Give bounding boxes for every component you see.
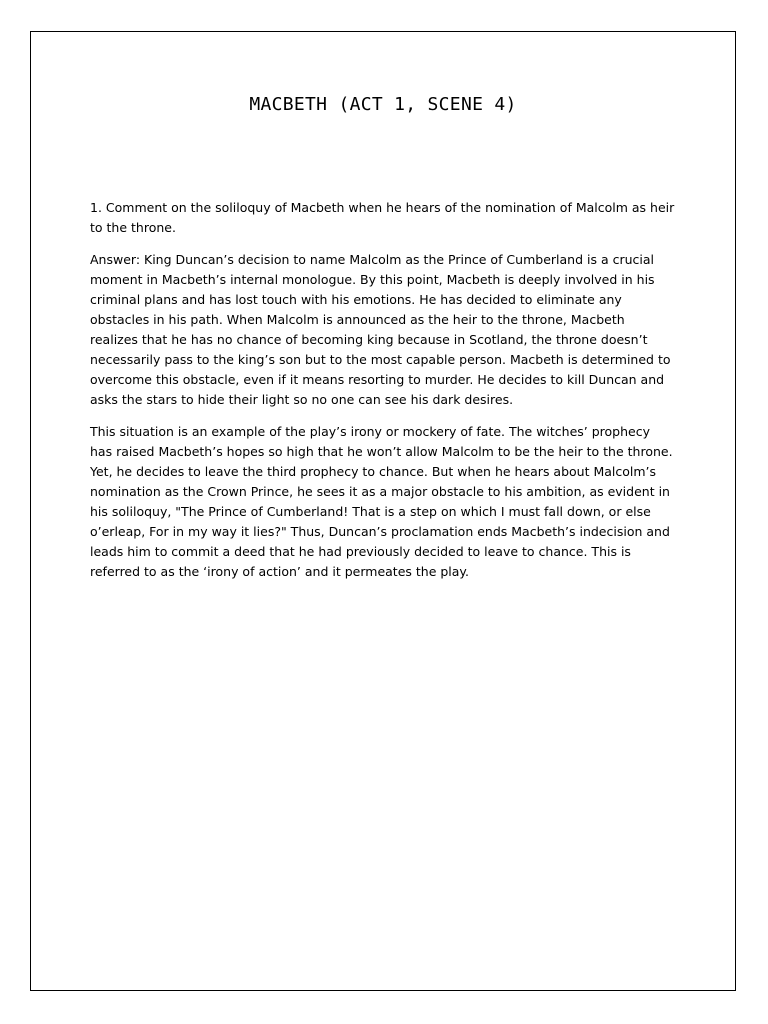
answer-paragraph: Answer: King Duncan’s decision to name Malcolm as the Prince of Cumberland is a crucial moment in Macbeth’s internal monologue. By this point, Macbeth is deeply involved in his criminal plans and has lost touch with his emotions. He has decided to eliminate any obstacles in his path. When Malcolm is announced as the heir to the throne, Macbeth realizes that he has no chance of becoming king because in Scotland, the throne doesn’t necessarily pass to the king’s son but to the most capable person. Macbeth is determined to overcome this obstacle, even if it means resorting to murder. He decides to kill Duncan and asks the stars to hide their light so no one can see his dark desires. <box>90 252 671 407</box>
question-paragraph: 1. Comment on the soliloquy of Macbeth when he hears of the nomination of Malcolm as heir to the throne. <box>90 200 675 235</box>
page-title: MACBETH (ACT 1, SCENE 4) <box>249 94 517 115</box>
document-page <box>30 31 736 991</box>
document-body <box>90 198 675 594</box>
irony-paragraph: This situation is an example of the play’s irony or mockery of fate. The witches’ prophecy has raised Macbeth’s hopes so high that he won’t allow Malcolm to be the heir to the throne. Yet, he decides to leave the third prophecy to chance. But when he hears about Malcolm’s nomination as the Crown Prince, he sees it as a major obstacle to his ambition, as evident in his soliloquy, "The Prince of Cumberland! That is a step on which I must fall down, or else o’erleap, For in my way it lies?" Thus, Duncan’s proclamation ends Macbeth’s indecision and leads him to commit a deed that he had previously decided to leave to chance. This is referred to as the ‘irony of action’ and it permeates the play. <box>90 424 673 579</box>
